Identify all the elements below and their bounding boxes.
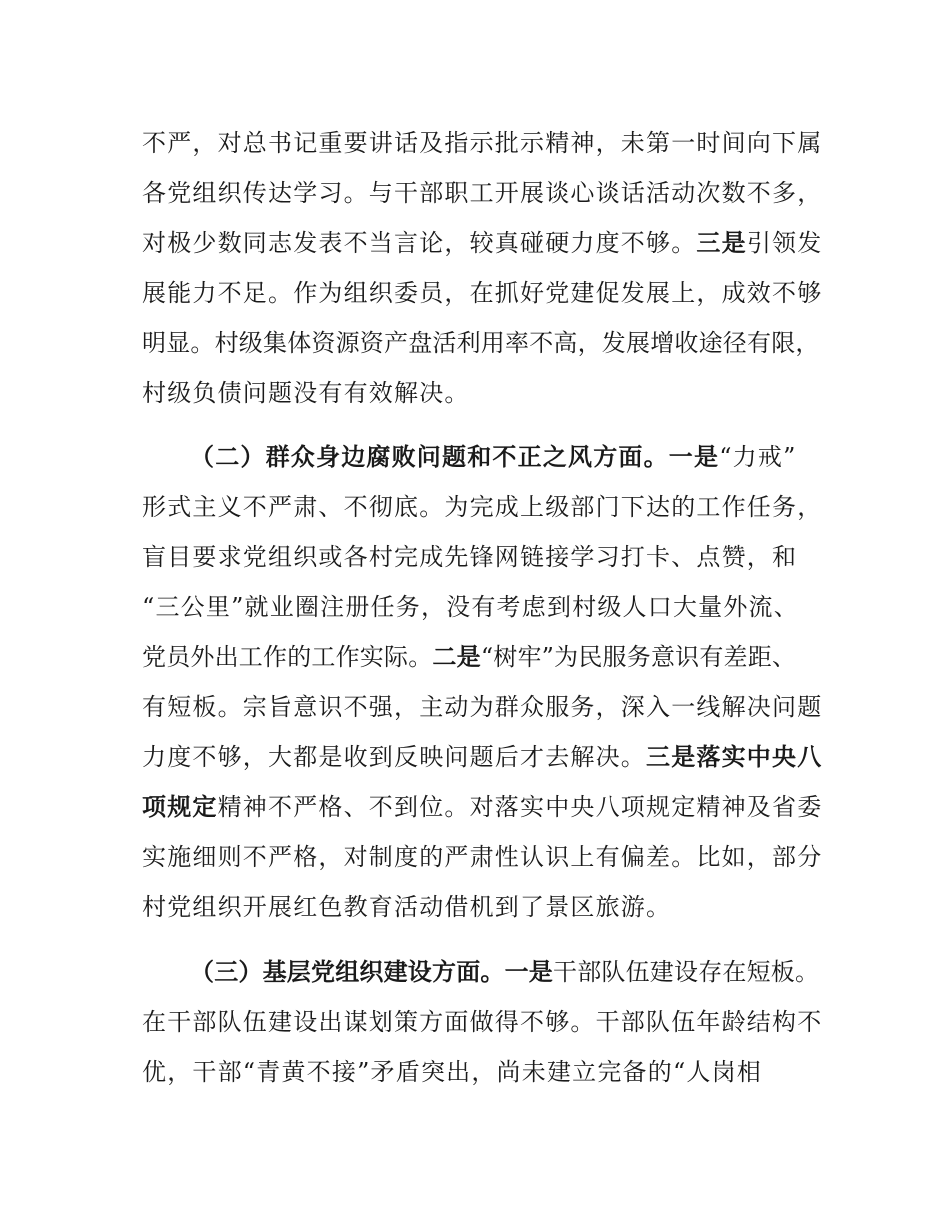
paragraph-line: 村党组织开展红色教育活动借机到了景区旅游。	[142, 893, 672, 921]
paragraph-line: 优，干部“青黄不接”矛盾突出，尚未建立完备的“人岗相	[142, 1058, 763, 1086]
section-heading-line: （二）群众身边腐败问题和不正之风方面。一是“力戒”	[190, 443, 797, 471]
paragraph-line: 明显。村级集体资源资产盘活利用率不高，发展增收途径有限，	[142, 329, 820, 357]
section-heading-line: （三）基层党组织建设方面。一是干部队伍建设存在短板。	[190, 958, 820, 986]
bold-label: 三是落实中央八	[646, 743, 823, 771]
paragraph-line: 形式主义不严肃、不彻底。为完成上级部门下达的工作任务，	[142, 493, 823, 521]
paragraph-line: 展能力不足。作为组织委员，在抓好党建促发展上，成效不够	[142, 279, 823, 307]
paragraph-line: 不严，对总书记重要讲话及指示批示精神，未第一时间向下属	[142, 129, 823, 157]
paragraph-line: 有短板。宗旨意识不强，主动为群众服务，深入一线解决问题	[142, 693, 823, 721]
paragraph-line: 党员外出工作的工作实际。二是“树牢”为民服务意识有差距、	[142, 643, 797, 671]
paragraph-line: 对极少数同志发表不当言论，较真碰硬力度不够。三是引领发	[142, 229, 823, 257]
bold-label: 二是	[432, 643, 481, 671]
paragraph-line: 力度不够，大都是收到反映问题后才去解决。三是落实中央八	[142, 743, 823, 771]
paragraph-line: 盲目要求党组织或各村完成先锋网链接学习打卡、点赞，和	[142, 543, 798, 571]
section-heading: （三）基层党组织建设方面。一是	[190, 958, 553, 986]
paragraph-line: 项规定精神不严格、不到位。对落实中央八项规定精神及省委	[142, 793, 823, 821]
paragraph-line: 各党组织传达学习。与干部职工开展谈心谈话活动次数不多，	[142, 179, 823, 207]
paragraph-line: 在干部队伍建设出谋划策方面做得不够。干部队伍年龄结构不	[142, 1008, 823, 1036]
bold-label: 三是	[696, 229, 747, 257]
paragraph-line: 实施细则不严格，对制度的严肃性认识上有偏差。比如，部分	[142, 843, 823, 871]
bold-label: 项规定	[142, 793, 218, 821]
paragraph-line: “三公里”就业圈注册任务，没有考虑到村级人口大量外流、	[142, 593, 799, 621]
section-heading: （二）群众身边腐败问题和不正之风方面。一是	[190, 443, 720, 471]
paragraph-line: 村级负债问题没有有效解决。	[142, 379, 470, 407]
